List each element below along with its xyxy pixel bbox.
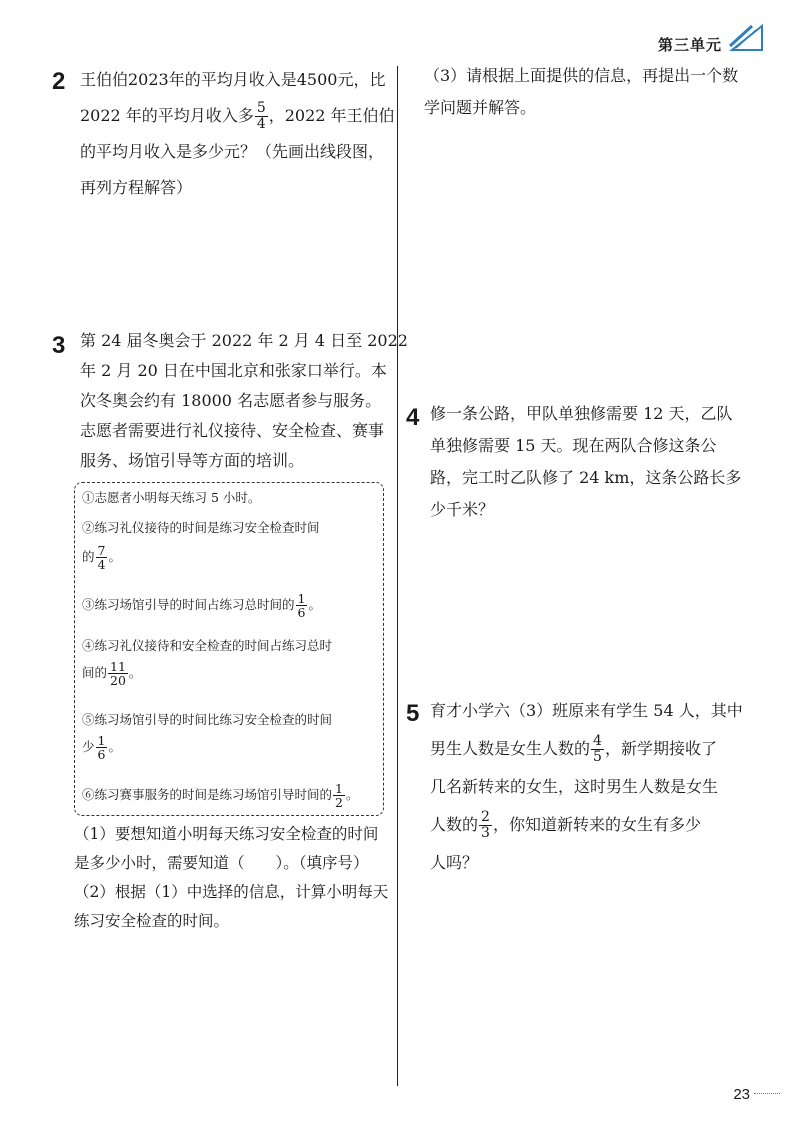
question-4-text — [430, 398, 741, 526]
sub-question-3-line: （3）请根据上面提供的信息，再提出一个数 — [424, 66, 739, 85]
condition-4-cont — [82, 660, 141, 687]
cond-text: 。 — [345, 787, 359, 802]
q5-line: 几名新转来的女生，这时男生人数是女生 — [430, 777, 719, 796]
question-2-number: 2 — [52, 68, 66, 95]
question-2-text — [80, 62, 395, 206]
q5-line-part: ，新学期接收了 — [604, 739, 717, 758]
condition-5: ⑤练习场馆引导的时间比练习安全检查的时间 — [82, 712, 333, 727]
condition-3 — [82, 592, 321, 619]
sub-question-3 — [424, 60, 738, 124]
cond-text: 。 — [128, 665, 142, 680]
condition-5-cont — [82, 734, 121, 761]
sub-question-1: （1）要想知道小明每天练习安全检查的时间 — [74, 825, 379, 843]
condition-4: ④练习礼仪接待和安全检查的时间占练习总时 — [82, 638, 333, 653]
fraction-denominator: 5 — [593, 749, 602, 765]
q2-line: 的平均月收入是多少元？（先画出线段图， — [80, 142, 385, 161]
q5-line — [430, 806, 743, 844]
cond-text: 。 — [108, 739, 121, 754]
q3-line: 志愿者需要进行礼仪接待、安全检查、赛事 — [80, 421, 385, 440]
condition-2-cont — [82, 544, 121, 571]
q4-line: 路，完工时乙队修了 24 km，这条公路长多 — [430, 468, 742, 487]
fraction-denominator: 6 — [297, 605, 306, 620]
question-3-text — [80, 326, 408, 476]
unit-title: 第三单元 — [657, 36, 722, 54]
fraction-numerator: 5 — [256, 100, 266, 116]
condition-6 — [82, 782, 358, 809]
cond-text: 的 — [82, 549, 95, 564]
condition-1: ①志愿者小明每天练习 5 小时。 — [82, 490, 261, 505]
q2-line — [80, 98, 395, 134]
fraction-numerator: 2 — [481, 809, 490, 825]
q4-line: 少千米？ — [430, 500, 495, 519]
q2-line-part: ，2022 年王伯伯 — [268, 106, 395, 125]
column-divider — [397, 66, 398, 1086]
fraction-denominator: 20 — [110, 673, 126, 688]
q4-line: 修一条公路，甲队单独修需要 12 天，乙队 — [430, 404, 733, 423]
cond-text: 少 — [82, 739, 95, 754]
fraction-numerator: 4 — [593, 733, 602, 749]
fraction — [255, 101, 268, 132]
fraction-denominator: 4 — [97, 557, 106, 572]
condition-2: ②练习礼仪接待的时间是练习安全检查时间 — [82, 520, 320, 535]
sub-question-2-cont: 练习安全检查的时间。 — [74, 912, 230, 930]
q5-line: 育才小学六（3）班原来有学生 54 人，其中 — [430, 701, 743, 720]
sub-question-2: （2）根据（1）中选择的信息，计算小明每天 — [74, 883, 389, 901]
fraction — [333, 782, 345, 809]
q3-line: 次冬奥会约有 18000 名志愿者参与服务。 — [80, 391, 382, 410]
fraction-numerator: 1 — [97, 733, 106, 748]
fraction-numerator: 11 — [110, 659, 126, 674]
fraction — [479, 810, 492, 841]
q2-line: 王伯伯2023年的平均月收入是4500元，比 — [80, 70, 386, 89]
q5-line-part: 男生人数是女生人数的 — [430, 739, 591, 758]
q5-line: 人吗？ — [430, 853, 479, 872]
ruler-triangle-icon — [728, 24, 764, 56]
fraction-numerator: 1 — [335, 781, 343, 796]
fraction — [108, 660, 128, 687]
cond-text: ③练习场馆引导的时间占练习总时间的 — [82, 597, 295, 612]
question-4-number: 4 — [406, 404, 420, 431]
q3-line: 年 2 月 20 日在中国北京和张家口举行。本 — [80, 361, 387, 380]
page-number: 23 — [733, 1086, 750, 1103]
q5-line-part: 人数的 — [430, 815, 479, 834]
fraction — [96, 734, 108, 761]
fraction-denominator: 6 — [97, 747, 106, 762]
fraction — [591, 734, 604, 765]
sub-question-1-cont: 是多少小时，需要知道（ ）。（填序号） — [74, 854, 369, 872]
question-5-text — [430, 692, 743, 882]
q2-line-part: 2022 年的平均月收入多 — [80, 106, 254, 125]
question-3-subparts — [74, 820, 388, 936]
q3-line: 第 24 届冬奥会于 2022 年 2 月 4 日至 2022 — [80, 331, 408, 350]
q5-line — [430, 730, 743, 768]
fraction — [96, 544, 108, 571]
cond-text: 间的 — [82, 665, 108, 680]
q3-line: 服务、场馆引导等方面的培训。 — [80, 451, 305, 470]
fraction-denominator: 4 — [256, 116, 266, 132]
fraction-denominator: 2 — [335, 795, 343, 810]
fraction-numerator: 1 — [297, 591, 306, 606]
sub-question-3-line: 学问题并解答。 — [424, 98, 537, 117]
cond-text: 。 — [308, 597, 321, 612]
question-5-number: 5 — [406, 700, 420, 727]
fraction — [296, 592, 308, 619]
question-3-number: 3 — [52, 332, 66, 359]
q4-line: 单独修需要 15 天。现在两队合修这条公 — [430, 436, 717, 455]
fraction-numerator: 7 — [97, 543, 106, 558]
fraction-denominator: 3 — [481, 825, 490, 841]
q5-line-part: ，你知道新转来的女生有多少 — [492, 815, 701, 834]
q2-line: 再列方程解答） — [80, 178, 193, 197]
page-number-decoration — [754, 1093, 780, 1097]
cond-text: ⑥练习赛事服务的时间是练习场馆引导时间的 — [82, 787, 333, 802]
cond-text: 。 — [108, 549, 121, 564]
